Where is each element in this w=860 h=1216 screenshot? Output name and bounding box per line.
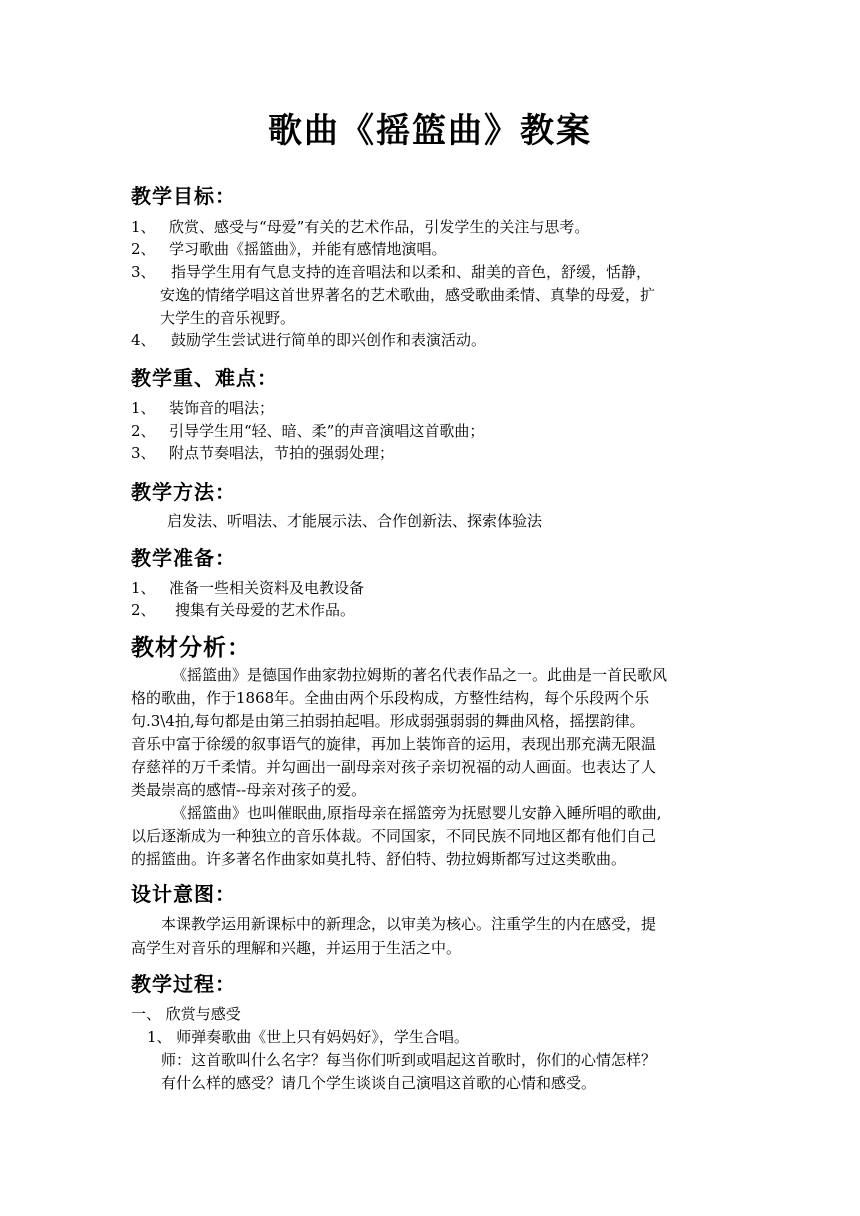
- methods-text: 启发法、听唱法、才能展示法、合作创新法、探索体验法: [167, 512, 543, 530]
- process-step-1: 1、 师弹奏歌曲《世上只有妈妈好》，学生合唱。: [147, 1028, 469, 1046]
- key-point-item-3: [131, 441, 394, 465]
- item-text: 指导学生用有气息支持的连音唱法和以柔和、甜美的音色，舒缓，恬静，: [171, 263, 652, 281]
- heading-methods: 教学方法：: [131, 480, 236, 504]
- item-text: 鼓励学生尝试进行简单的即兴创作和表演活动。: [171, 331, 487, 349]
- analysis-line-5: 存慈祥的万千柔情。并勾画出一副母亲对孩子亲切祝福的动人画面。也表达了人: [131, 758, 657, 776]
- goal-item-2: [131, 237, 447, 261]
- analysis-line-3: 句.3\4拍,每句都是由第三拍弱拍起唱。形成弱强弱弱的舞曲风格，摇摆韵律。: [131, 712, 645, 730]
- goal-item-4: [131, 328, 486, 352]
- analysis-line-6: 类最崇高的感情--母亲对孩子的爱。: [131, 781, 367, 799]
- heading-analysis: 教材分析：: [131, 635, 251, 661]
- item-text: 附点节奏唱法，节拍的强弱处理；: [169, 444, 395, 462]
- goal-item-3: [131, 260, 651, 284]
- heading-preparation: 教学准备：: [131, 546, 236, 570]
- item-number: 4、: [131, 331, 156, 349]
- process-subheading-1: 一、 欣赏与感受: [131, 1005, 241, 1023]
- process-teacher-line-2: 有什么样的感受？请几个学生谈谈自己演唱这首歌的心情和感受。: [161, 1074, 597, 1092]
- goal-item-3-cont-1: 安逸的情绪学唱这首世界著名的艺术歌曲，感受歌曲柔情、真挚的母爱，扩: [160, 286, 656, 304]
- heading-key-points: 教学重、难点：: [131, 366, 278, 390]
- heading-process: 教学过程：: [131, 972, 236, 996]
- item-number: 1、: [131, 579, 156, 597]
- key-point-item-2: [131, 419, 484, 443]
- design-line-1: 本课教学运用新课标中的新理念，以审美为核心。注重学生的内在感受，提: [161, 915, 657, 933]
- document-title: 歌曲《摇篮曲》教案: [268, 111, 592, 151]
- key-point-item-1: [131, 396, 274, 420]
- goal-item-3-cont-2: 大学生的音乐视野。: [160, 309, 296, 327]
- item-text: 学习歌曲《摇篮曲》，并能有感情地演唱。: [169, 240, 447, 258]
- design-line-2: 高学生对音乐的理解和兴趣，并运用于生活之中。: [131, 939, 462, 957]
- analysis-line-7: 《摇篮曲》也叫催眠曲,原指母亲在摇篮旁为抚慰婴儿安静入睡所唱的歌曲,: [172, 804, 662, 822]
- goal-item-1: [131, 215, 589, 239]
- item-number: 2、: [131, 422, 156, 440]
- item-number: 1、: [131, 218, 156, 236]
- item-text: 准备一些相关资料及电教设备: [169, 579, 365, 597]
- item-text: 欣赏、感受与“母爱”有关的艺术作品，引发学生的关注与思考。: [169, 218, 590, 236]
- item-number: 1、: [131, 399, 156, 417]
- item-number: 2、: [131, 240, 156, 258]
- preparation-item-2: [131, 598, 355, 622]
- item-number: 3、: [131, 444, 156, 462]
- preparation-item-1: [131, 576, 364, 600]
- heading-design: 设计意图：: [131, 882, 236, 906]
- analysis-line-8: 以后逐渐成为一种独立的音乐体裁。不同国家，不同民族不同地区都有他们自己: [131, 827, 657, 845]
- item-text: 装饰音的唱法；: [169, 399, 275, 417]
- process-teacher-line-1: 师：这首歌叫什么名字？每当你们听到或唱起这首歌时，你们的心情怎样？: [161, 1051, 657, 1069]
- item-text: 引导学生用“轻、暗、柔”的声音演唱这首歌曲；: [169, 422, 485, 440]
- heading-goals: 教学目标：: [131, 184, 236, 208]
- analysis-line-2: 格的歌曲，作于1868年。全曲由两个乐段构成，方整性结构，每个乐段两个乐: [131, 689, 650, 707]
- item-number: 2、: [131, 601, 156, 619]
- analysis-line-4: 音乐中富于徐缓的叙事语气的旋律，再加上装饰音的运用，表现出那充满无限温: [131, 735, 657, 753]
- item-number: 3、: [131, 263, 156, 281]
- item-text: 搜集有关母爱的艺术作品。: [175, 601, 356, 619]
- analysis-line-1: 《摇篮曲》是德国作曲家勃拉姆斯的著名代表作品之一。此曲是一首民歌风: [172, 666, 668, 684]
- analysis-line-9: 的摇篮曲。许多著名作曲家如莫扎特、舒伯特、勃拉姆斯都写过这类歌曲。: [131, 850, 627, 868]
